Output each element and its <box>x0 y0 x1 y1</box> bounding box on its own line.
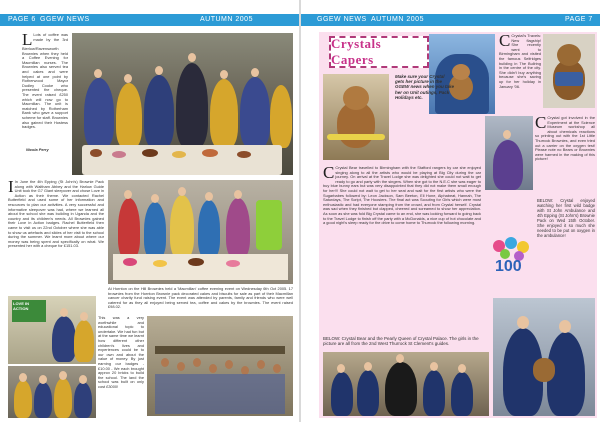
hornton-brownies-article <box>108 287 293 313</box>
page-header <box>0 14 299 26</box>
ambulance-article <box>537 198 595 296</box>
ambulance-photo <box>493 298 595 416</box>
brownies-mayor-photo <box>72 33 293 175</box>
love-in-action-sign: LOVE IN ACTION <box>12 300 46 322</box>
dropcap-letter: L <box>22 33 33 49</box>
coffee-evening-signature: Nicola Perry <box>26 148 49 152</box>
hornton-brownies-text: At Hornton on the Hill Brownies held a 'Macmillan' coffee evening event on Wednesday 6th Oct 2005. 17 brownies from the Hornton Brownie pack decorated cakes and biscuits for sale as part of their Macmillan cancer charity fund raising event. The event was attended by parents, family and friends who were well catered for as they all enjoyed being served tea, coffee and cakes by the brownies. The event raised £98.02. <box>108 287 293 310</box>
issue-season: AUTUMN 2005 <box>371 16 424 23</box>
epping-brownies-text: In June the 4th Epping (St John's) Brownie Pack along with Waltham Abbey and the Harlow Guide Unit took the G7 Giant sleepover and chose Love in Action as their theme. We contacted Rachel Butterfield and used some of her information and resources to plan our activities. A very successful and informative sleepover was had, where we learned all about the school she was building in Uganda and the country and its children's needs. All Brownies gained their Love in Action badges. Rachel Butterfield then came to visit us on 22nd October where she was able to show us artefacts and slides of her visit to the school during the summer. We learnt more about where our money was being spent and specifically on what. We presented her with a cheque for £151.03. <box>8 180 104 249</box>
love-in-action-photo <box>8 296 96 364</box>
crystal-birmingham-article <box>323 166 481 336</box>
africa-school-article <box>98 316 144 416</box>
africa-school-text: This was a very worthwhile and educational topic to undertake. We had fun but at the same time we learnt how different other children's lives and experiences could be to our own and about the value of money. By just earning our badges - £10.00 - We each brought approx 20 bricks to build the school. The land the school was built on only cost £3000! <box>98 316 144 389</box>
science-museum-photo <box>485 116 533 190</box>
page-number: PAGE 7 <box>565 16 593 23</box>
section-title: Crystals Capers <box>331 36 382 67</box>
page-number: PAGE 6 <box>8 16 36 23</box>
crystal-birmingham-text: Crystal Bear travelled to Birmingham with the Stafford rangers by car she enjoyed singing along to all the artists who would be playing at Big City during the car journey. On arrival at the Travel Lodge she was delighted she could not wait to get ready to go and party with the singers. When she got to the N.E.C she was eager to buy blue bunny ears but was very disappointed that they did not make them small enough for her!!! She could not wait to get to her seat and wait for the first artists who were the Sugarbabes followed by: Leon Jackson, Sam Beeton, Ell Hone, Alphabeat, Hannah, The Saturdays, The Script, The Hoosiers. The final act was Scouting for Girls which were most enthusiastic and had everyone stamping from the crowd, and from Crystal herself. Crystal was sad when they finished but clapped, cheered and screamed to show her appreciation. As soon as she was fold Big Crystal came to an end, she was looking forward to going back to the Travel Lodge to finish off the party with a McDonalds, a nice cup of hot chocolate and a good night's sleep ready for the drive to come home to Thurrock the following morning. <box>323 166 481 226</box>
crystals-capers-title <box>329 36 429 68</box>
dropcap-letter: C <box>535 116 547 132</box>
dropcap-letter: C <box>499 34 511 50</box>
classroom-photo <box>147 316 293 416</box>
ambulance-text: BELOW: Crystal enjoyed watching her first wild badge with St John Ambulance and 4th Epping (St John's) Brownie Pack on Wed 15th October. She enjoyed it so much she needed to be put on oxygen in the ambulance! <box>537 198 595 238</box>
brownies-small-group-photo <box>8 366 96 418</box>
dropcap-letter: I <box>8 180 14 196</box>
publication-name: GGEW NEWS <box>40 16 90 23</box>
left-page <box>0 0 299 422</box>
page-header <box>301 14 600 26</box>
science-museum-article <box>535 116 595 190</box>
centenary-100-graphic <box>489 236 533 280</box>
crystal-travels-article <box>499 34 541 126</box>
epping-brownies-article <box>8 180 104 292</box>
crystal-party-photo <box>323 74 389 160</box>
dropcap-letter: C <box>323 166 335 182</box>
centenary-number: 100 <box>495 258 522 275</box>
cake-table-photo <box>108 180 293 284</box>
issue-season: AUTUMN 2005 <box>200 16 253 23</box>
side-caption: Make sure your Crystal gets her picture in the GGEW news when you take her on Unit outings, Pack Holidays etc. <box>395 74 455 100</box>
publication-name: GGEW NEWS <box>317 16 367 23</box>
pearly-queen-caption: BELOW: Crystal Bear and the Pearly Queen of Crystal Palace. The girls in the picture are all from the 2nd West Thurrock St Clement's guides. <box>323 336 479 347</box>
coffee-evening-article <box>22 33 68 157</box>
crystal-teddy-photo <box>543 34 595 108</box>
coffee-evening-text: Lots of coffee was made by the 3rd Bierlow/Ravensworth Brownies when they held a Coffee Evening for Macmillan nurses. The Brownies also served tea and cakes and were helped at one point by Rotherwood Mayor Dudley Cooke who presented the cheque. The event raised £250 which will now go to Macmillan. The unit is matched by Rotherham Bank who gave a support scheme for staff. Brownies also gained their Hostess badges. <box>22 33 68 130</box>
pearly-queen-photo <box>323 352 489 416</box>
science-museum-text: Crystal got involved in the Experiment at the Science Museum workshop all about chemicals reactions so printing out with the 1st Little Thurrock Brownies, and even tried out a carrier on the oxygen test! Please note no Bears or Brownies were harmed in the making of this picture! <box>535 116 595 162</box>
crystal-travels-text: Crystal's Travels: New flagship! She recently went to Birmingham and visited the famous Selfridges building in The Bullring in the centre of the city. She didn't buy anything because she's saving up for her holiday in January '06. <box>499 34 541 89</box>
right-page <box>301 0 600 422</box>
